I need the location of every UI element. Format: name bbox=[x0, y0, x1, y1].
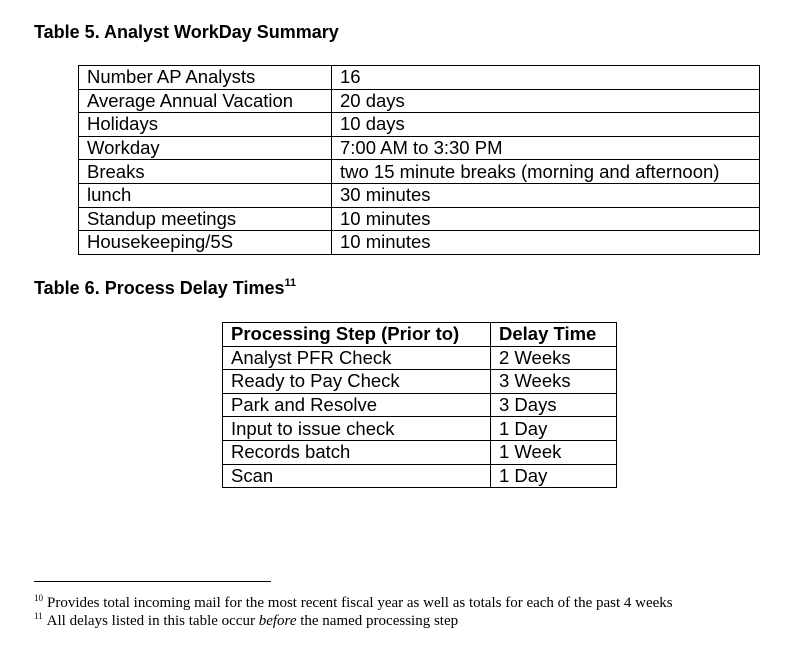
table-cell: lunch bbox=[79, 183, 332, 207]
table-cell: 3 Weeks bbox=[491, 370, 617, 394]
table-header-row bbox=[223, 323, 617, 347]
table-cell: Ready to Pay Check bbox=[223, 370, 491, 394]
table-cell: 1 Day bbox=[491, 417, 617, 441]
table-row bbox=[79, 207, 760, 231]
table-cell: Input to issue check bbox=[223, 417, 491, 441]
table-cell: Holidays bbox=[79, 113, 332, 137]
table-row bbox=[79, 231, 760, 255]
table-cell: 7:00 AM to 3:30 PM bbox=[332, 136, 760, 160]
table-cell: Records batch bbox=[223, 440, 491, 464]
table-row bbox=[223, 440, 617, 464]
footnote-marker: 11 bbox=[34, 611, 43, 621]
table-row bbox=[79, 183, 760, 207]
table-cell: Breaks bbox=[79, 160, 332, 184]
analyst-workday-summary-table bbox=[78, 65, 760, 255]
table-cell: Standup meetings bbox=[79, 207, 332, 231]
table-cell: 10 days bbox=[332, 113, 760, 137]
table-cell: two 15 minute breaks (morning and afternoon) bbox=[332, 160, 760, 184]
footnote-reference: 11 bbox=[284, 277, 297, 289]
footnote-11 bbox=[34, 612, 458, 630]
table-cell: Housekeeping/5S bbox=[79, 231, 332, 255]
table-row bbox=[79, 136, 760, 160]
table-cell: 10 minutes bbox=[332, 207, 760, 231]
table-row bbox=[79, 89, 760, 113]
table-row bbox=[79, 66, 760, 90]
footnote-separator bbox=[34, 581, 271, 582]
table-cell: 3 Days bbox=[491, 393, 617, 417]
table-cell: 10 minutes bbox=[332, 231, 760, 255]
table-cell: 2 Weeks bbox=[491, 346, 617, 370]
table-cell: Average Annual Vacation bbox=[79, 89, 332, 113]
table-cell: Workday bbox=[79, 136, 332, 160]
table-row bbox=[223, 370, 617, 394]
footnote-emphasis: before bbox=[258, 613, 297, 629]
table-cell: 20 days bbox=[332, 89, 760, 113]
table-cell: Analyst PFR Check bbox=[223, 346, 491, 370]
column-header: Processing Step (Prior to) bbox=[223, 323, 491, 347]
footnote-text: the named processing step bbox=[296, 613, 459, 629]
footnote-text: Provides total incoming mail for the most recent fiscal year as well as totals for each of the past 4 weeks bbox=[47, 595, 673, 611]
table-row bbox=[223, 346, 617, 370]
table-6-title bbox=[34, 277, 296, 299]
table-row bbox=[79, 160, 760, 184]
table-cell: Scan bbox=[223, 464, 491, 488]
table-row bbox=[223, 417, 617, 441]
table-row bbox=[223, 393, 617, 417]
table-6-title-text: Table 6. Process Delay Times bbox=[34, 278, 285, 298]
process-delay-times-table bbox=[222, 322, 617, 488]
table-cell: 16 bbox=[332, 66, 760, 90]
column-header: Delay Time bbox=[491, 323, 617, 347]
table-cell: 1 Week bbox=[491, 440, 617, 464]
table-cell: Park and Resolve bbox=[223, 393, 491, 417]
table-cell: 1 Day bbox=[491, 464, 617, 488]
footnote-text: All delays listed in this table occur bbox=[46, 613, 259, 629]
table-5-title: Table 5. Analyst WorkDay Summary bbox=[34, 22, 339, 42]
footnote-marker: 10 bbox=[34, 593, 43, 603]
footnote-10 bbox=[34, 594, 673, 612]
table-cell: Number AP Analysts bbox=[79, 66, 332, 90]
table-row bbox=[223, 464, 617, 488]
table-row bbox=[79, 113, 760, 137]
table-cell: 30 minutes bbox=[332, 183, 760, 207]
